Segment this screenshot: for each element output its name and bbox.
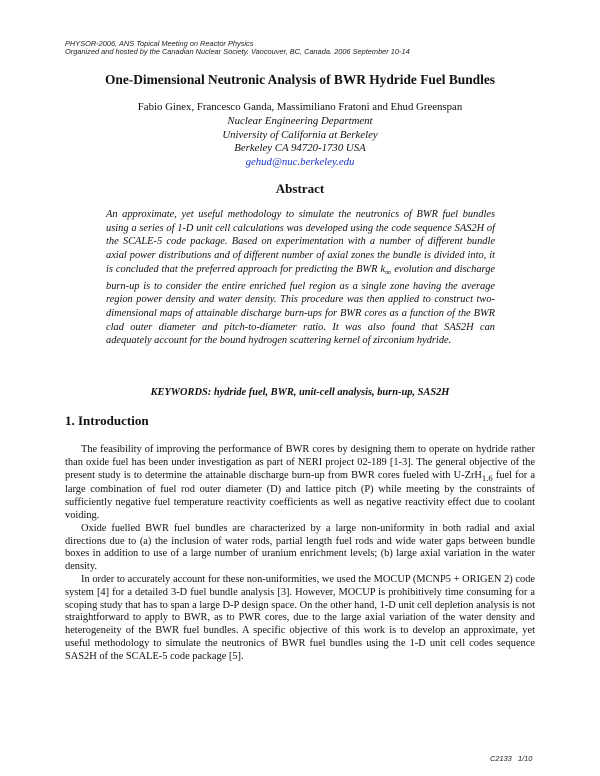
paper-title: One-Dimensional Neutronic Analysis of BWR Hydride Fuel Bundles bbox=[105, 72, 495, 87]
hydride-subscript: 1.6 bbox=[481, 472, 493, 483]
keywords: KEYWORDS: hydride fuel, BWR, unit-cell analysis, burn-up, SAS2H bbox=[150, 387, 450, 398]
affiliation-department: Nuclear Engineering Department bbox=[227, 115, 373, 127]
abstract-part-2: evolution and discharge burn-up is to consider the entire enriched fuel region as a single zone having the average region power density and water density. This procedure was then applied to construct two-dimensional maps of attainable discharge burn-ups for BWR cores as a function of the BWR clad outer diameter and pitch-to-diameter ratio. It was also found that SAS2H can adequately account for the bound hydrogen scattering kernel of zirconium hydride. bbox=[106, 263, 496, 347]
section-heading-introduction: 1. Introduction bbox=[65, 413, 149, 428]
author-list: Fabio Ginex, Francesco Ganda, Massimiliano Fratoni and Ehud Greenspan bbox=[137, 101, 463, 113]
paper-code: C2133 bbox=[490, 754, 512, 763]
intro-paragraph-2: Oxide fuelled BWR fuel bundles are characterized by a large non-uniformity in both radial and axial directions due to (a) the inclusion of water rods, partial length fuel rods and wide water gaps between bundle boxes in addition to use of a large number of uranium enrichment levels; (b) large axial variation in the water density. bbox=[65, 522, 535, 573]
abstract-heading: Abstract bbox=[275, 181, 325, 196]
contact-email: gehud@nuc.berkeley.edu bbox=[245, 156, 355, 168]
intro-paragraph-1-part-b: fuel for a large combination of fuel rod outer diameter (D) and lattice pitch (P) while meeting by the constraints of sufficiently negative fuel temperature reactivity coefficients as well as negative reactivity effect due to coolant voiding. bbox=[65, 469, 535, 522]
abstract-part-1: An approximate, yet useful methodology to simulate the neutronics of BWR fuel bundles using a series of 1-D unit cell calculations was developed using the code sequence SAS2H of the SCALE-5 code package. Based on experimentation with a number of different bundle axial power distributions and of different number of axial zones the bundle is divided into, it is concluded that the preferred approach for predicting the BWR k bbox=[106, 209, 495, 275]
intro-paragraph-1-part-a: The feasibility of improving the performance of BWR cores by designing them to operate on hydride rather than oxide fuel has been under investigation as part of NERI project 02-189 [1-3]. The general objective of the present study is to determine the attainable discharge burn-up from BWR cores fueled with U-ZrH bbox=[65, 444, 535, 481]
intro-paragraph-3: In order to accurately account for these non-uniformities, we used the MOCUP (MCNP5 + ORIGEN 2) code system [4] for a detailed 3-D fuel bundle analysis [3]. However, MOCUP is prohibitively time consuming for a scoping study that has to span a large D-P design space. On the other hand, 1-D unit cell depletion analysis is not straightforward to apply to BWR, as to PWR cores, due to the large axial variation of the water density and heterogeneity of the BWR fuel bundles. A specific objective of this work is to develop an approximate, yet useful methodology to simulate the neutronics of BWR fuel bundles using the 1-D unit cell codes sequence SAS2H of the SCALE-5 code package [5]. bbox=[65, 574, 535, 662]
intro-paragraph-1 bbox=[65, 444, 535, 523]
affiliation-university: University of California at Berkeley bbox=[222, 129, 378, 141]
page-footer bbox=[490, 754, 532, 763]
introduction-body bbox=[65, 444, 535, 664]
affiliation-address: Berkeley CA 94720-1730 USA bbox=[234, 142, 366, 154]
k-infinity-subscript: ∞ bbox=[385, 266, 392, 277]
page-number: 1/10 bbox=[517, 754, 533, 763]
conference-header-line-1: PHYSOR-2006, ANS Topical Meeting on Reactor Physics bbox=[65, 39, 254, 48]
abstract-text bbox=[106, 208, 495, 348]
conference-header-line-2: Organized and hosted by the Canadian Nuclear Society. Vancouver, BC, Canada. 2006 September 10-14 bbox=[65, 47, 410, 56]
